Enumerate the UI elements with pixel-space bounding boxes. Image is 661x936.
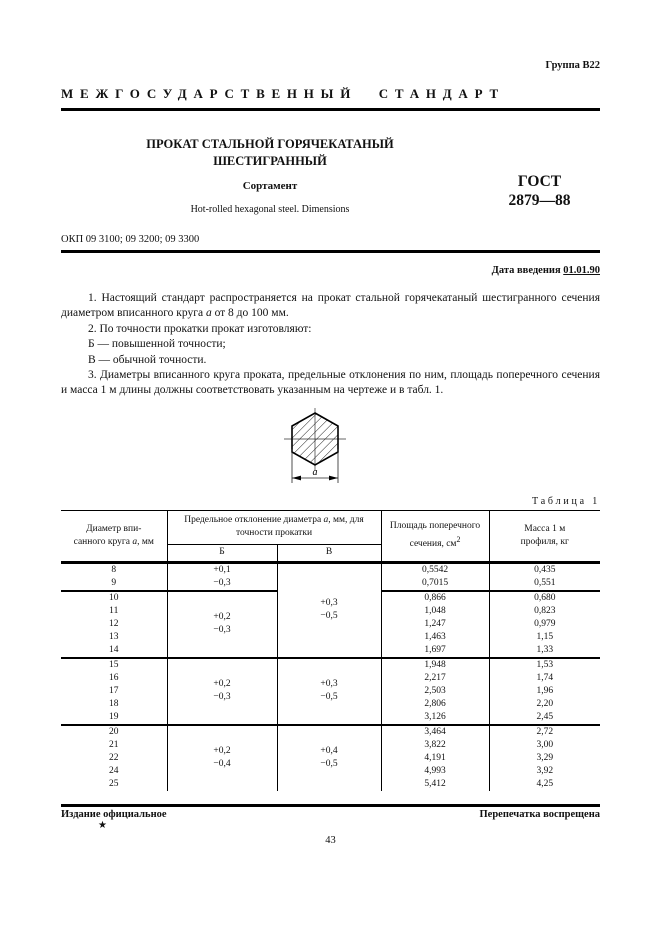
table-row <box>61 658 600 672</box>
mass-cell: 1,74 <box>489 672 600 685</box>
area-cell: 0,7015 <box>381 577 489 591</box>
tolerance-v-cell <box>277 658 381 725</box>
mass-header <box>489 510 600 562</box>
okp-codes: ОКП 09 3100; 09 3200; 09 3300 <box>61 234 200 245</box>
accuracy-v-header: В <box>277 544 381 562</box>
diameter-cell: 8 <box>111 564 117 575</box>
deviation-header <box>167 510 381 544</box>
tolerance-b-cell <box>167 658 277 725</box>
tolerance-b-cell <box>167 591 277 658</box>
title-block <box>61 136 600 215</box>
tolerance-b-cell <box>167 562 277 591</box>
mass-cell: 3,92 <box>489 765 600 778</box>
deviation-header-text-end: , мм, для точности прокатки <box>235 515 364 539</box>
variable-a: a <box>205 307 212 320</box>
mass-header-line1: Масса 1 м <box>524 523 566 534</box>
diameter-header-text: санного круга <box>73 536 133 547</box>
area-cell: 2,217 <box>381 672 489 685</box>
hexagon-drawing <box>255 407 375 489</box>
deviation-header-text: Предельное отклонение диаметра <box>184 515 324 526</box>
tolerance-plus: +0,3 <box>320 598 338 609</box>
diameter-cell: 25 <box>109 778 119 789</box>
dimensions-table <box>61 510 600 791</box>
reprint-prohibited-label: Перепечатка воспрещена <box>479 808 600 820</box>
area-cell: 3,822 <box>381 739 489 752</box>
diameter-cell: 11 <box>109 605 119 616</box>
standard-type-heading: МЕЖГОСУДАРСТВЕННЫЙ СТАНДАРТ <box>61 86 505 101</box>
tolerance-minus: −0,5 <box>320 692 338 703</box>
diameter-cell: 13 <box>109 631 119 642</box>
mass-cell: 0,435 <box>489 562 600 577</box>
mass-cell: 0,979 <box>489 618 600 631</box>
tolerance-minus: −0,3 <box>213 577 231 588</box>
area-cell: 3,126 <box>381 711 489 725</box>
document-subtitle: Сортамент <box>242 180 298 192</box>
footer <box>61 809 600 820</box>
area-cell: 1,948 <box>381 658 489 672</box>
introduction-date-value: 01.01.90 <box>563 265 600 276</box>
divider-rule-okp <box>61 250 600 253</box>
footnote-star: ★ <box>98 819 107 831</box>
area-cell: 1,697 <box>381 644 489 658</box>
page-number: 43 <box>325 834 336 846</box>
tolerance-plus: +0,2 <box>213 612 231 623</box>
mass-cell: 2,20 <box>489 698 600 711</box>
area-cell: 1,463 <box>381 631 489 644</box>
diameter-cell: 15 <box>61 658 167 672</box>
gost-number: 2879—88 <box>508 192 571 210</box>
gost-label: ГОСТ <box>517 173 562 190</box>
mass-cell: 2,72 <box>489 725 600 739</box>
paragraph-accuracy-v: В — обычной точности. <box>88 353 207 366</box>
diameter-cell: 24 <box>109 765 119 776</box>
tolerance-minus: −0,3 <box>213 692 231 703</box>
official-edition-label: Издание официальное <box>61 808 167 820</box>
mass-cell: 1,33 <box>489 644 600 658</box>
tolerance-plus: +0,2 <box>213 679 231 690</box>
tolerance-plus: +0,1 <box>213 564 231 575</box>
tolerance-plus: +0,4 <box>320 746 338 757</box>
mass-cell: 2,45 <box>489 711 600 725</box>
mass-cell: 4,25 <box>489 778 600 791</box>
document-title <box>61 136 479 169</box>
tolerance-plus: +0,3 <box>320 679 338 690</box>
diameter-header-line1: Диаметр впи- <box>86 523 142 534</box>
tolerance-v-cell <box>277 562 381 658</box>
area-cell: 2,806 <box>381 698 489 711</box>
area-cell: 0,5542 <box>381 562 489 577</box>
diameter-cell: 20 <box>61 725 167 739</box>
area-cell: 4,993 <box>381 765 489 778</box>
variable-a: a <box>132 536 138 547</box>
diameter-cell: 22 <box>109 752 119 763</box>
diameter-cell: 12 <box>109 618 119 629</box>
paragraph-3: 3. Диаметры вписанного круга проката, предельные отклонения по ним, площадь поперечного сечения и масса 1 м длины должны соответствовать указанным на чертеже и в табл. 1. <box>61 369 600 397</box>
diameter-cell: 18 <box>109 698 119 709</box>
diameter-cell: 10 <box>61 591 167 605</box>
body-text <box>61 291 600 399</box>
area-cell: 3,464 <box>381 725 489 739</box>
area-header <box>381 510 489 562</box>
area-cell: 1,048 <box>381 605 489 618</box>
area-header-sup: 2 <box>456 535 461 545</box>
divider-rule-footer <box>61 804 600 807</box>
mass-cell: 3,00 <box>489 739 600 752</box>
divider-rule-top <box>61 108 600 111</box>
paragraph-1-text: 1. Настоящий стандарт распространяется на прокат стальной горячекатаный шестигранного сечения диаметром вписанного круга <box>61 292 600 320</box>
introduction-date <box>61 265 600 276</box>
document-title-english: Hot-rolled hexagonal steel. Dimensions <box>190 204 350 215</box>
diameter-header-line2 <box>61 536 167 549</box>
arrow-left <box>292 475 301 480</box>
area-cell: 5,412 <box>381 778 489 791</box>
table-row <box>61 725 600 739</box>
paragraph-1 <box>61 291 600 322</box>
dimension-label: a <box>312 466 317 478</box>
group-label: Группа В22 <box>545 60 600 71</box>
diameter-cell: 14 <box>109 644 119 655</box>
tolerance-v-cell <box>277 725 381 791</box>
diameter-cell: 21 <box>109 739 119 750</box>
tolerance-minus: −0,5 <box>320 759 338 770</box>
document-title-line2: ШЕСТИГРАННЫЙ <box>213 153 327 168</box>
area-cell: 4,191 <box>381 752 489 765</box>
mass-cell: 1,53 <box>489 658 600 672</box>
paragraph-2: 2. По точности прокатки прокат изготовляют: <box>88 322 312 335</box>
variable-a: a <box>323 515 329 526</box>
table-row <box>61 562 600 577</box>
hexagon-figure <box>61 407 600 494</box>
diameter-header-unit: , мм <box>137 536 154 547</box>
diameter-cell: 17 <box>109 685 119 696</box>
mass-cell: 1,15 <box>489 631 600 644</box>
header-row-1 <box>61 510 600 544</box>
mass-header-line2: профиля, кг <box>520 536 569 547</box>
tolerance-minus: −0,3 <box>213 625 231 636</box>
diameter-cell: 16 <box>109 672 119 683</box>
mass-cell: 0,823 <box>489 605 600 618</box>
tolerance-minus: −0,4 <box>213 759 231 770</box>
document-title-line1: ПРОКАТ СТАЛЬНОЙ ГОРЯЧЕКАТАНЫЙ <box>146 137 394 151</box>
area-header-line2 <box>382 533 489 551</box>
diameter-header <box>61 510 167 562</box>
paragraph-accuracy-b: Б — повышенной точности; <box>88 338 226 351</box>
hexagon-shape <box>292 413 338 465</box>
area-cell: 1,247 <box>381 618 489 631</box>
gost-designation <box>479 172 600 211</box>
tolerance-plus: +0,2 <box>213 746 231 757</box>
table-caption: Таблица 1 <box>532 495 600 507</box>
mass-cell: 3,29 <box>489 752 600 765</box>
mass-cell: 0,551 <box>489 577 600 591</box>
mass-cell: 1,96 <box>489 685 600 698</box>
diameter-cell: 9 <box>111 577 117 588</box>
mass-cell: 0,680 <box>489 591 600 605</box>
diameter-cell: 19 <box>109 711 119 722</box>
arrow-right <box>329 475 338 480</box>
tolerance-minus: −0,5 <box>320 611 338 622</box>
accuracy-b-header: Б <box>167 544 277 562</box>
area-header-line1: Площадь поперечного <box>389 521 481 532</box>
introduction-date-label: Дата введения <box>491 265 561 276</box>
tolerance-b-cell <box>167 725 277 791</box>
area-cell: 2,503 <box>381 685 489 698</box>
area-cell: 0,866 <box>381 591 489 605</box>
paragraph-1-text-end: от 8 до 100 мм. <box>211 307 289 320</box>
area-header-unit: сечения, см <box>409 539 457 550</box>
